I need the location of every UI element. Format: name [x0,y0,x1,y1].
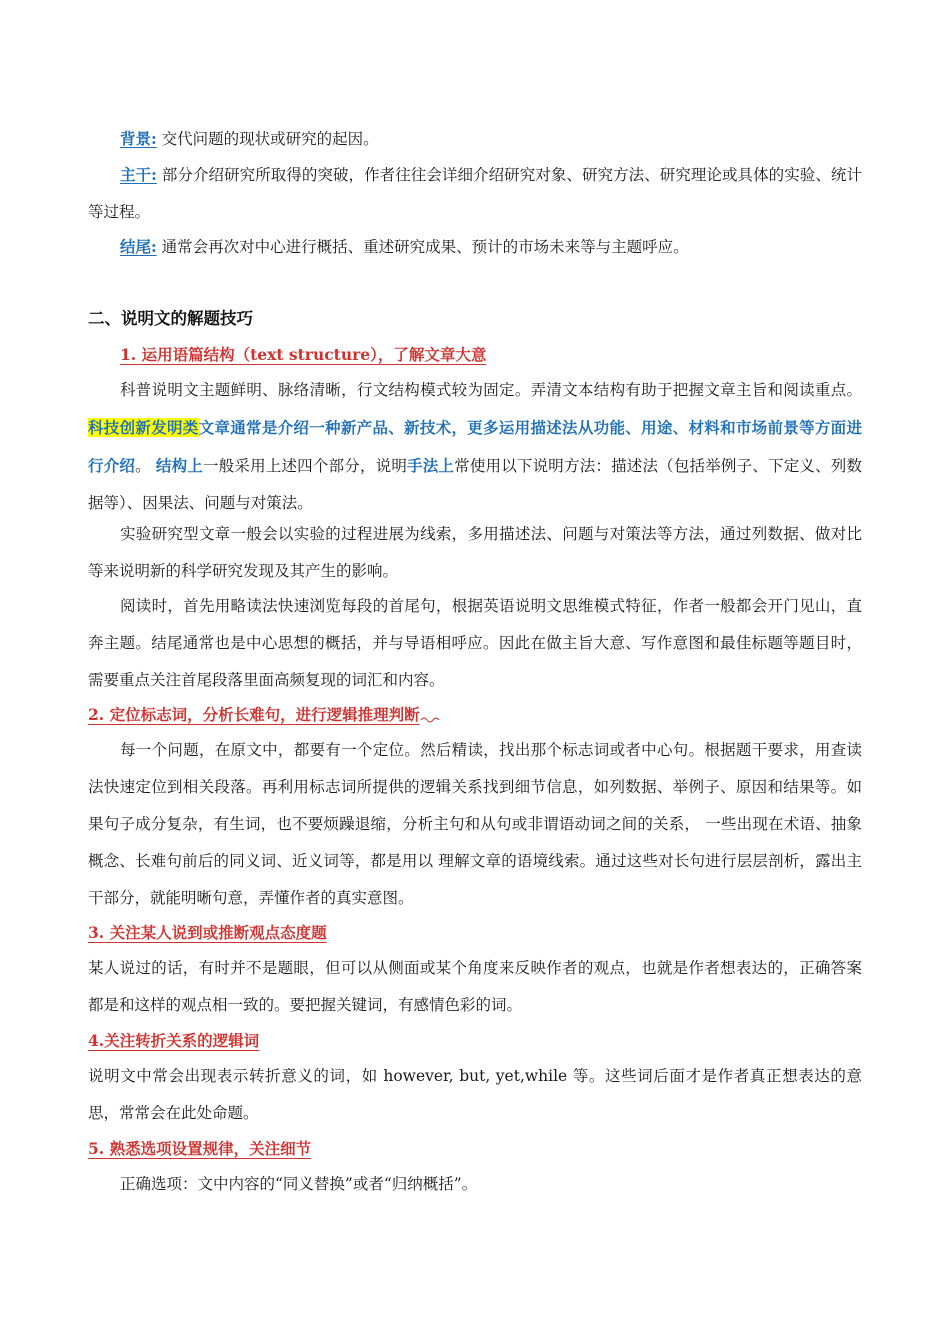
tip1-heading [88,336,862,374]
tip1-heading-text: 1. 运用语篇结构（text structure），了解文章大意 [120,345,487,364]
tip3-para: 某人说过的话，有时并不是题眼，但可以从侧面或某个角度来反映作者的观点，也就是作者想表达的，正确答案都是和这样的观点相一致的。要把握关键词，有感情色彩的词。 [88,959,862,1014]
tip3-heading [88,914,862,952]
tip4-heading [88,1022,862,1060]
tip1-text-3: 一般采用上述四个部分，说明 [203,457,408,475]
intro-ending [88,228,862,266]
squiggle-mark-icon [420,714,442,724]
background-label: 背景: [120,129,157,148]
section-title: 二、说明文的解题技巧 [88,309,253,328]
tip5-heading [88,1130,862,1168]
tip1-highlight: 科技创新发明类 [88,418,199,437]
tip4-para: 说明文中常会出现表示转折意义的词，如 however, but, yet,while 等。这些词后面才是作者真正想表达的意思，常常会在此处命题。 [88,1067,862,1122]
background-text: 交代问题的现状或研究的起因。 [156,130,379,148]
ending-text: 通常会再次对中心进行概括、重述研究成果、预计的市场未来等与主题呼应。 [156,238,689,256]
main-text: 部分介绍研究所取得的突破，作者往往会详细介绍研究对象、研究方法、研究理论或具体的实验、统计等过程。 [88,166,862,221]
tip2-heading-text: 2. 定位标志词，分析长难句，进行逻辑推理判断 [88,705,420,724]
tip5-para: 正确选项：文中内容的“同义替换”或者“归纳概括”。 [120,1175,478,1193]
tip1-text-2: 。 [135,457,156,475]
tip1-para2: 实验研究型文章一般会以实验的过程进展为线索，多用描述法、问题与对策法等方法，通过列数据、做对比等来说明新的科学研究发现及其产生的影响。 [88,525,862,580]
intro-background [88,120,862,158]
tip1-blue-3: 手法上 [407,456,455,475]
tip1-blue-2: 结构上 [155,456,204,475]
tip2-heading [88,696,862,734]
tip4-heading-text: 4.关注转折关系的逻辑词 [88,1031,260,1050]
tip2-para: 每一个问题，在原文中，都要有一个定位。然后精读，找出那个标志词或者中心句。根据题干要求，用查读法快速定位到相关段落。再利用标志词所提供的逻辑关系找到细节信息，如列数据、举例子、原因和结果等。如果句子成分复杂，有生词，也不要烦躁退缩，分析主句和从句或非谓语动词之间的关系， 一些出现在术语、抽象概念、长难句前后的同义词、近义词等，都是用以 理解文章的语境线索。通过这些对长句进行层层剖析，露出主干部分，就能明晰句意，弄懂作者的真实意图。 [88,741,862,907]
tip1-para3: 阅读时，首先用略读法快速浏览每段的首尾句，根据英语说明文思维模式特征，作者一般都会开门见山，直奔主题。结尾通常也是中心思想的概括，并与导语相呼应。因此在做主旨大意、写作意图和最佳标题等题目时，需要重点关注首尾段落里面高频复现的词汇和内容。 [88,597,862,689]
tip1-blue-1: 文章通常是介绍一种新产品、新技术，更多运用描述法从功能、用途、材料和市场前景等方面进行介绍 [88,418,862,475]
tip5-heading-text: 5. 熟悉选项设置规律，关注细节 [88,1139,312,1158]
tip1-text-1: 科普说明文主题鲜明、脉络清晰，行文结构模式较为固定。弄清文本结构有助于把握文章主旨和阅读重点。 [120,381,862,399]
main-label: 主干: [120,165,157,184]
tip3-heading-text: 3. 关注某人说到或推断观点态度题 [88,923,327,942]
tip1-para1 [88,372,862,522]
ending-label: 结尾: [120,237,157,256]
tip1-text-4: 常使用以下说明方法：描述法（包括举例子、下定义、列数据等）、因果法、问题与对策法。 [88,457,862,512]
intro-main [88,156,862,231]
